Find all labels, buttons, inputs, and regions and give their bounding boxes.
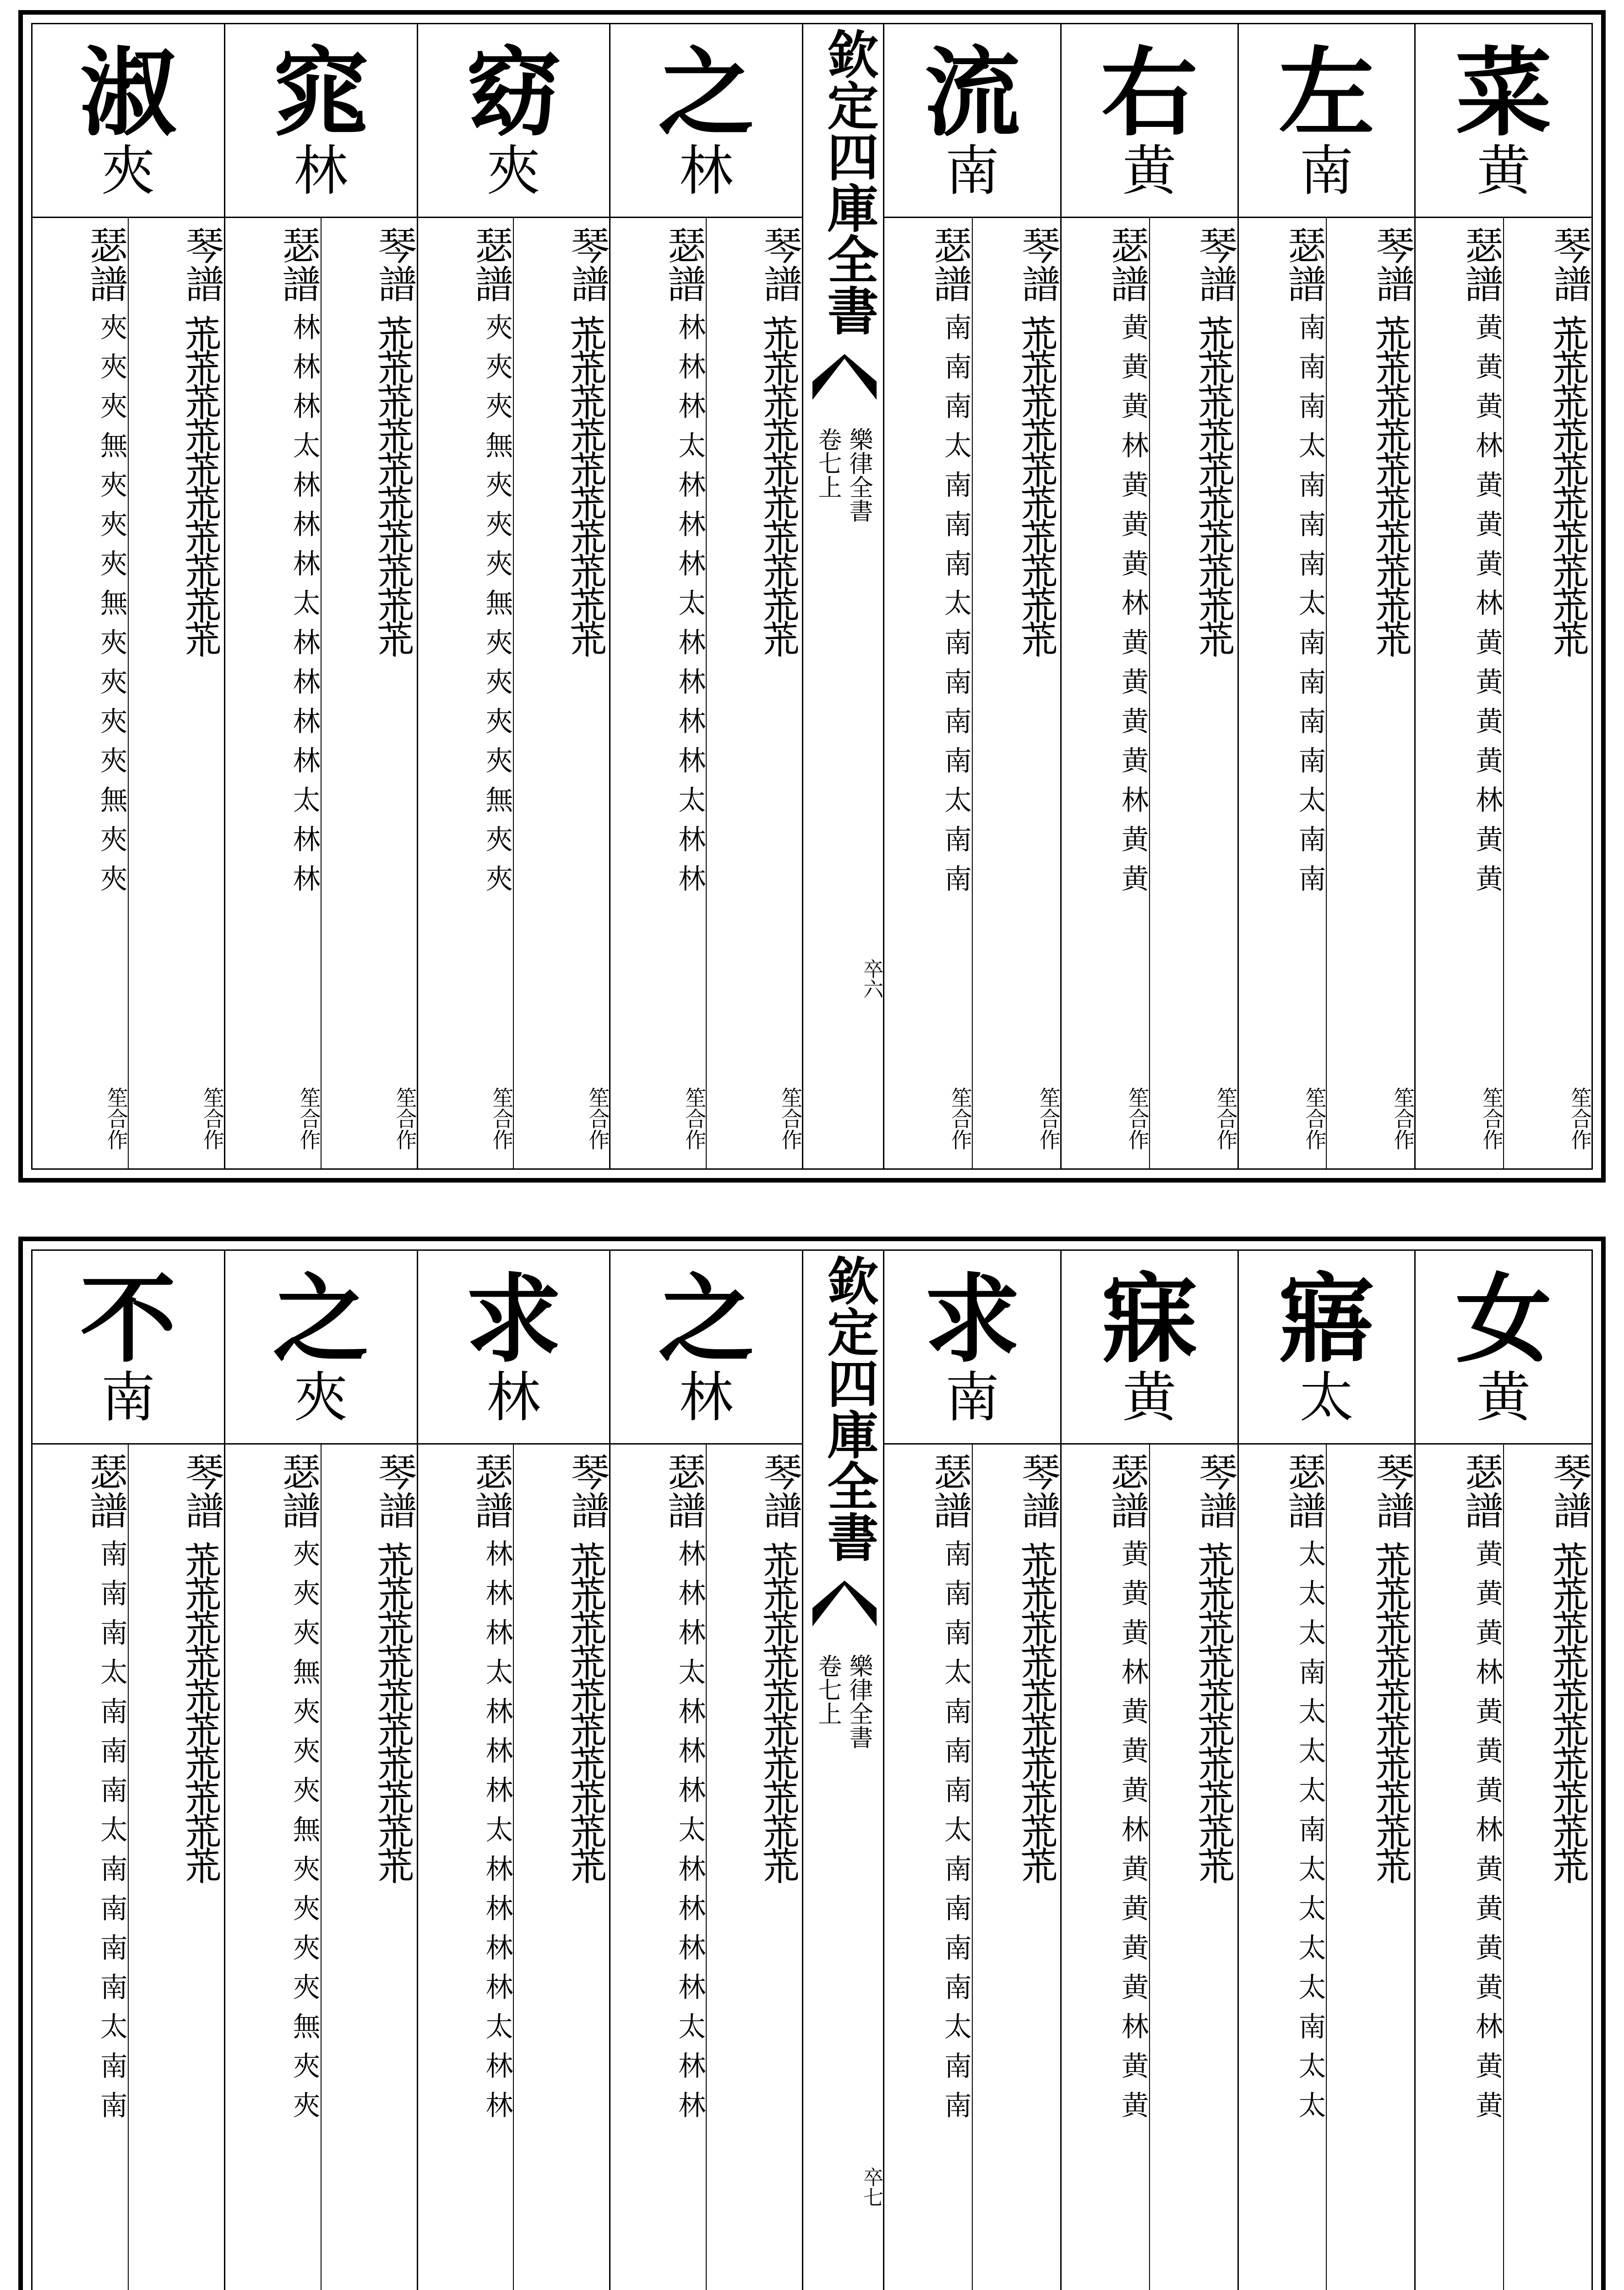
lyric-header <box>1416 24 1591 218</box>
lyric-column <box>1237 1251 1415 2290</box>
lyric-column <box>33 1251 224 2290</box>
lyric-header <box>884 24 1060 218</box>
notation-staves <box>33 217 224 1168</box>
lyric-column <box>609 1251 802 2290</box>
sheng-label: 笙合作 <box>1568 1087 1592 1150</box>
qin-label: 琴譜 <box>1370 1452 1415 1529</box>
right-half-bottom <box>884 1251 1591 2290</box>
se-stave <box>418 1443 513 2290</box>
qin-notation: 𦬸𦬸𦬸𦬸𦬸𦬸𦬸𦬸𦬸𦬸 <box>1192 1539 1238 1878</box>
qin-label: 琴譜 <box>1193 226 1238 303</box>
se-stave <box>1062 1443 1149 2290</box>
se-label: 瑟譜 <box>469 226 514 303</box>
lyric-column <box>1060 1251 1237 2290</box>
leaf-number: 卒六 <box>860 959 883 999</box>
qin-stave <box>128 217 224 1168</box>
qin-notation: 𦬸𦬸𦬸𦬸𦬸𦬸𦬸𦬸𦬸𦬸 <box>1015 1539 1061 1878</box>
sheng-label: 笙合作 <box>1479 1087 1504 1150</box>
leaf-number: 卒七 <box>860 2167 883 2207</box>
qin-label: 琴譜 <box>758 226 802 303</box>
lyric-header <box>884 1251 1060 1445</box>
page-bottom <box>18 1237 1606 2290</box>
qin-stave <box>706 1443 802 2290</box>
qin-notation: 𦬸𦬸𦬸𦬸𦬸𦬸𦬸𦬸𦬸𦬸 <box>757 313 803 652</box>
center-gutter-bottom <box>802 1251 884 2290</box>
qin-stave <box>1326 217 1414 1168</box>
sheng-label: 笙合作 <box>1036 1087 1061 1150</box>
se-stave <box>1416 217 1503 1168</box>
lyric-header <box>1062 24 1237 218</box>
notation-staves <box>610 1443 802 2290</box>
se-label: 瑟譜 <box>1104 1452 1150 1529</box>
se-label: 瑟譜 <box>1281 226 1327 303</box>
lyric-header <box>1239 1251 1415 1445</box>
notation-staves <box>1062 1443 1237 2290</box>
se-stave <box>610 217 706 1168</box>
qin-stave <box>128 1443 224 2290</box>
se-stave <box>225 217 321 1168</box>
qin-stave <box>1149 1443 1237 2290</box>
se-notation: 黄黄黄林黄黄黄林黄黄黄黄林黄黄 <box>1471 1539 1504 2130</box>
pitch-note: 南 <box>945 1366 999 1429</box>
lyric-header <box>418 24 610 218</box>
lyric-header <box>33 1251 224 1445</box>
lyric-header <box>610 24 802 218</box>
lyric-header <box>1416 1251 1591 1445</box>
se-label: 瑟譜 <box>661 1452 707 1529</box>
notation-staves <box>1062 217 1237 1168</box>
se-label: 瑟譜 <box>276 1452 321 1529</box>
se-label: 瑟譜 <box>927 1452 972 1529</box>
se-stave <box>610 1443 706 2290</box>
pitch-note: 南 <box>1299 139 1354 202</box>
se-notation: 黄黄黄林黄黄黄林黄黄黄黄林黄黄 <box>1117 1539 1149 2130</box>
se-stave <box>1416 1443 1503 2290</box>
lyric-column <box>884 24 1060 1168</box>
se-notation: 太太太南太太太南太太太太南太太 <box>1294 1539 1326 2130</box>
sheng-label: 笙合作 <box>948 1087 973 1150</box>
qin-label: 琴譜 <box>1015 226 1061 303</box>
lyric-header <box>1239 24 1415 218</box>
pitch-note: 南 <box>945 139 999 202</box>
qin-label: 琴譜 <box>1193 1452 1238 1529</box>
qin-label: 琴譜 <box>179 1452 224 1529</box>
lyric-character: 窕 <box>272 36 369 149</box>
lyric-character: 之 <box>272 1263 369 1376</box>
se-notation: 林林林太林林林太林林林林太林林 <box>674 313 706 904</box>
pitch-note: 夾 <box>486 139 541 202</box>
lyric-header <box>610 1251 802 1445</box>
page-frame <box>31 23 1593 1170</box>
qin-stave <box>706 217 802 1168</box>
se-stave <box>884 217 972 1168</box>
qin-notation: 𦬸𦬸𦬸𦬸𦬸𦬸𦬸𦬸𦬸𦬸 <box>179 313 225 652</box>
lyric-column <box>1414 24 1591 1168</box>
lyric-column <box>417 24 610 1168</box>
lyric-character: 寐 <box>1101 1263 1198 1376</box>
se-notation: 南南南太南南南太南南南南太南南 <box>939 1539 972 2130</box>
sheng-label: 笙合作 <box>1390 1087 1416 1150</box>
se-label: 瑟譜 <box>927 226 972 303</box>
notation-staves <box>1416 217 1591 1168</box>
notation-staves <box>225 1443 417 2290</box>
se-notation: 夾夾夾無夾夾夾無夾夾夾夾無夾夾 <box>95 313 128 904</box>
qin-label: 琴譜 <box>1015 1452 1061 1529</box>
qin-stave <box>972 217 1060 1168</box>
qin-stave <box>1503 1443 1591 2290</box>
se-stave <box>884 1443 972 2290</box>
pitch-note: 夾 <box>294 1366 348 1429</box>
lyric-column <box>224 1251 417 2290</box>
qin-label: 琴譜 <box>758 1452 802 1529</box>
volume-label-book: 樂律全書 <box>845 1654 872 1749</box>
se-notation: 南南南太南南南太南南南南太南南 <box>939 313 972 904</box>
center-gutter-top <box>802 24 884 1168</box>
lyric-character: 女 <box>1455 1263 1552 1376</box>
lyric-character: 流 <box>924 36 1020 149</box>
volume-label-book: 樂律全書 <box>845 427 872 523</box>
book-title: 欽定四庫全書 <box>819 28 879 336</box>
lyric-header <box>1062 1251 1237 1445</box>
notation-staves <box>884 217 1060 1168</box>
lyric-column <box>884 1251 1060 2290</box>
se-label: 瑟譜 <box>661 226 707 303</box>
pitch-note: 南 <box>101 1366 155 1429</box>
qin-stave <box>513 1443 609 2290</box>
pitch-note: 黄 <box>1122 1366 1177 1429</box>
se-notation: 黄黄黄林黄黄黄林黄黄黄黄林黄黄 <box>1117 313 1149 904</box>
lyric-character: 不 <box>80 1263 176 1376</box>
lyric-header <box>225 24 417 218</box>
lyric-character: 左 <box>1278 36 1375 149</box>
pitch-note: 林 <box>294 139 348 202</box>
qin-label: 琴譜 <box>1370 226 1415 303</box>
volume-label-juan: 卷七上 <box>814 1654 841 1725</box>
volume-label-juan: 卷七上 <box>814 427 841 499</box>
lyric-header <box>33 24 224 218</box>
qin-notation: 𦬸𦬸𦬸𦬸𦬸𦬸𦬸𦬸𦬸𦬸 <box>564 313 610 652</box>
pitch-note: 黄 <box>1477 1366 1531 1429</box>
qin-notation: 𦬸𦬸𦬸𦬸𦬸𦬸𦬸𦬸𦬸𦬸 <box>1547 313 1592 652</box>
lyric-character: 菜 <box>1455 36 1552 149</box>
sheng-label: 笙合作 <box>1125 1087 1150 1150</box>
qin-label: 琴譜 <box>1547 226 1592 303</box>
fish-tail-mark <box>812 354 877 400</box>
lyric-character: 窈 <box>465 36 562 149</box>
qin-label: 琴譜 <box>565 1452 610 1529</box>
lyric-character: 淑 <box>80 36 176 149</box>
qin-label: 琴譜 <box>372 226 417 303</box>
lyric-character: 之 <box>658 1263 755 1376</box>
sheng-label: 笙合作 <box>1302 1087 1327 1150</box>
qin-notation: 𦬸𦬸𦬸𦬸𦬸𦬸𦬸𦬸𦬸𦬸 <box>564 1539 610 1878</box>
sheng-label: 笙合作 <box>392 1087 418 1150</box>
page-top <box>18 10 1606 1183</box>
qin-notation: 𦬸𦬸𦬸𦬸𦬸𦬸𦬸𦬸𦬸𦬸 <box>1192 313 1238 652</box>
lyric-character: 寤 <box>1278 1263 1375 1376</box>
lyric-column <box>33 24 224 1168</box>
sheng-label: 笙合作 <box>296 1087 322 1150</box>
qin-stave <box>1503 217 1591 1168</box>
qin-notation: 𦬸𦬸𦬸𦬸𦬸𦬸𦬸𦬸𦬸𦬸 <box>1547 1539 1592 1878</box>
qin-notation: 𦬸𦬸𦬸𦬸𦬸𦬸𦬸𦬸𦬸𦬸 <box>371 313 418 652</box>
lyric-character: 求 <box>924 1263 1020 1376</box>
lyric-header <box>418 1251 610 1445</box>
lyric-column <box>609 24 802 1168</box>
lyric-column <box>1414 1251 1591 2290</box>
volume-label <box>803 427 883 523</box>
page-frame <box>31 1249 1593 2290</box>
lyric-column <box>1060 24 1237 1168</box>
pitch-note: 林 <box>486 1366 541 1429</box>
sheng-label: 笙合作 <box>1213 1087 1238 1150</box>
qin-label: 琴譜 <box>372 1452 417 1529</box>
se-notation: 林林林太林林林太林林林林太林林 <box>674 1539 706 2130</box>
se-notation: 夾夾夾無夾夾夾無夾夾夾夾無夾夾 <box>481 313 513 904</box>
se-stave <box>418 217 513 1168</box>
qin-notation: 𦬸𦬸𦬸𦬸𦬸𦬸𦬸𦬸𦬸𦬸 <box>179 1539 225 1878</box>
se-label: 瑟譜 <box>1104 226 1150 303</box>
qin-stave <box>1149 217 1237 1168</box>
se-stave <box>225 1443 321 2290</box>
lyric-character: 右 <box>1101 36 1198 149</box>
sheng-label: 笙合作 <box>682 1087 707 1150</box>
volume-label <box>803 1654 883 1749</box>
lyric-column <box>1237 24 1415 1168</box>
se-notation: 林林林太林林林太林林林林太林林 <box>481 1539 513 2130</box>
notation-staves <box>225 217 417 1168</box>
qin-label: 琴譜 <box>179 226 224 303</box>
se-stave <box>1062 217 1149 1168</box>
qin-stave <box>972 1443 1060 2290</box>
se-notation: 林林林太林林林太林林林林太林林 <box>288 313 321 904</box>
qin-notation: 𦬸𦬸𦬸𦬸𦬸𦬸𦬸𦬸𦬸𦬸 <box>757 1539 803 1878</box>
notation-staves <box>1416 1443 1591 2290</box>
se-notation: 南南南太南南南太南南南南太南南 <box>1294 313 1326 904</box>
lyric-column <box>224 24 417 1168</box>
lyric-header <box>225 1251 417 1445</box>
se-label: 瑟譜 <box>469 1452 514 1529</box>
lyric-character: 之 <box>658 36 755 149</box>
se-notation: 黄黄黄林黄黄黄林黄黄黄黄林黄黄 <box>1471 313 1504 904</box>
right-half-top <box>884 24 1591 1168</box>
notation-staves <box>33 1443 224 2290</box>
sheng-label: 笙合作 <box>489 1087 514 1150</box>
qin-stave <box>513 217 609 1168</box>
pitch-note: 林 <box>679 1366 734 1429</box>
notation-staves <box>1239 1443 1415 2290</box>
se-label: 瑟譜 <box>1459 226 1504 303</box>
left-half-bottom <box>33 1251 802 2290</box>
qin-notation: 𦬸𦬸𦬸𦬸𦬸𦬸𦬸𦬸𦬸𦬸 <box>1369 313 1416 652</box>
qin-notation: 𦬸𦬸𦬸𦬸𦬸𦬸𦬸𦬸𦬸𦬸 <box>371 1539 418 1878</box>
pitch-note: 林 <box>679 139 734 202</box>
qin-notation: 𦬸𦬸𦬸𦬸𦬸𦬸𦬸𦬸𦬸𦬸 <box>1369 1539 1416 1878</box>
pitch-note: 黄 <box>1122 139 1177 202</box>
pitch-note: 夾 <box>101 139 155 202</box>
se-label: 瑟譜 <box>276 226 321 303</box>
notation-staves <box>418 1443 610 2290</box>
book-title: 欽定四庫全書 <box>819 1254 879 1562</box>
qin-label: 琴譜 <box>565 226 610 303</box>
se-label: 瑟譜 <box>83 1452 128 1529</box>
pitch-note: 太 <box>1299 1366 1354 1429</box>
notation-staves <box>1239 217 1415 1168</box>
qin-stave <box>321 1443 417 2290</box>
pitch-note: 黄 <box>1477 139 1531 202</box>
notation-staves <box>884 1443 1060 2290</box>
se-stave <box>33 217 128 1168</box>
fish-tail-mark <box>812 1581 877 1626</box>
notation-staves <box>610 217 802 1168</box>
se-notation: 南南南太南南南太南南南南太南南 <box>95 1539 128 2130</box>
left-half-top <box>33 24 802 1168</box>
qin-stave <box>1326 1443 1414 2290</box>
notation-staves <box>418 217 610 1168</box>
qin-label: 琴譜 <box>1547 1452 1592 1529</box>
se-stave <box>1239 217 1326 1168</box>
lyric-character: 求 <box>465 1263 562 1376</box>
sheng-label: 笙合作 <box>200 1087 225 1150</box>
se-label: 瑟譜 <box>83 226 128 303</box>
sheng-label: 笙合作 <box>585 1087 610 1150</box>
sheng-label: 笙合作 <box>104 1087 129 1150</box>
se-stave <box>1239 1443 1326 2290</box>
se-stave <box>33 1443 128 2290</box>
qin-stave <box>321 217 417 1168</box>
se-notation: 夾夾夾無夾夾夾無夾夾夾夾無夾夾 <box>288 1539 321 2130</box>
se-label: 瑟譜 <box>1459 1452 1504 1529</box>
qin-notation: 𦬸𦬸𦬸𦬸𦬸𦬸𦬸𦬸𦬸𦬸 <box>1015 313 1061 652</box>
se-label: 瑟譜 <box>1281 1452 1327 1529</box>
lyric-column <box>417 1251 610 2290</box>
sheng-label: 笙合作 <box>778 1087 803 1150</box>
